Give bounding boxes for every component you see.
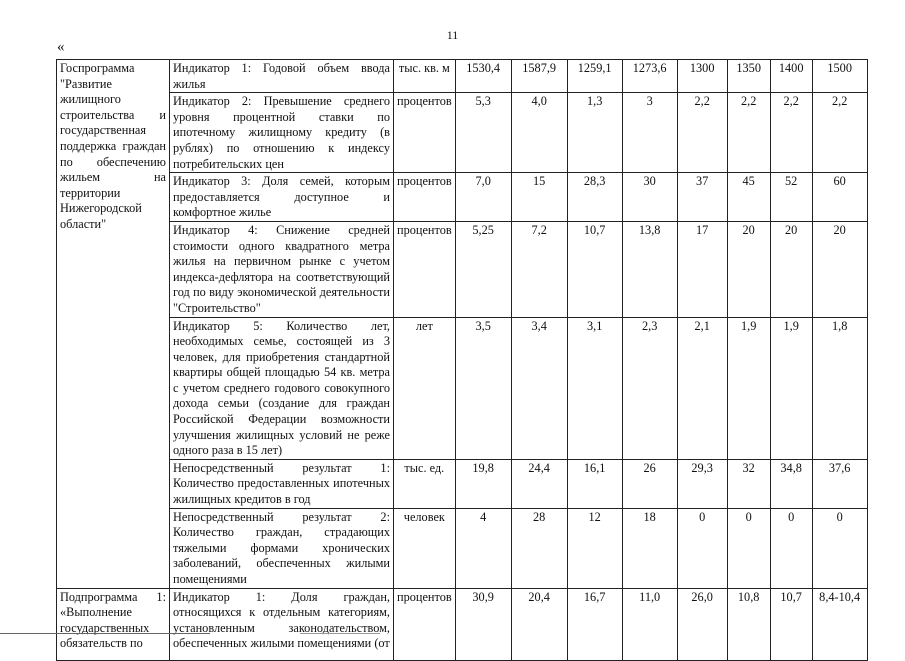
value-cell: 3,1 xyxy=(567,317,622,459)
value-cell: 29,3 xyxy=(677,459,727,508)
value-cell: 5,3 xyxy=(455,93,511,173)
unit-cell: процентов xyxy=(394,93,456,173)
value-cell: 10,7 xyxy=(567,221,622,317)
value-cell: 2,2 xyxy=(812,93,867,173)
value-cell: 7,2 xyxy=(511,221,567,317)
indicator-cell: Индикатор 2: Превышение среднего уровня процентной ставки по ипотечному жилищному кредиту (в рублях) по отношению к индексу потребительских цен xyxy=(170,93,394,173)
unit-cell: процентов xyxy=(394,221,456,317)
indicators-table xyxy=(56,59,868,661)
value-cell: 1,8 xyxy=(812,317,867,459)
indicator-cell: Индикатор 1: Доля граждан, относящихся к отдельным категориям, установленным законодательством, обеспеченных жилыми помещениями (от xyxy=(170,588,394,660)
unit-cell: человек xyxy=(394,508,456,588)
table-row xyxy=(57,93,868,173)
table-row xyxy=(57,588,868,660)
value-cell: 18 xyxy=(622,508,677,588)
value-cell: 2,2 xyxy=(727,93,770,173)
value-cell: 12 xyxy=(567,508,622,588)
value-cell: 10,7 xyxy=(770,588,812,660)
value-cell: 1,3 xyxy=(567,93,622,173)
value-cell: 3,5 xyxy=(455,317,511,459)
table-row xyxy=(57,317,868,459)
value-cell: 30,9 xyxy=(455,588,511,660)
value-cell: 0 xyxy=(727,508,770,588)
value-cell: 26,0 xyxy=(677,588,727,660)
value-cell: 20 xyxy=(770,221,812,317)
value-cell: 1350 xyxy=(727,60,770,93)
value-cell: 45 xyxy=(727,173,770,222)
value-cell: 20 xyxy=(727,221,770,317)
table-row xyxy=(57,459,868,508)
value-cell: 60 xyxy=(812,173,867,222)
value-cell: 26 xyxy=(622,459,677,508)
value-cell: 20 xyxy=(812,221,867,317)
page-edge-rule xyxy=(300,633,380,634)
value-cell: 10,8 xyxy=(727,588,770,660)
value-cell: 3 xyxy=(622,93,677,173)
value-cell: 1259,1 xyxy=(567,60,622,93)
indicator-cell: Индикатор 4: Снижение средней стоимости одного квадратного метра жилья на первичном рынке с учетом индекса-дефлятора на соответствующий год по виду экономической деятельности "Строительство" xyxy=(170,221,394,317)
unit-cell: тыс. ед. xyxy=(394,459,456,508)
value-cell: 24,4 xyxy=(511,459,567,508)
value-cell: 20,4 xyxy=(511,588,567,660)
value-cell: 7,0 xyxy=(455,173,511,222)
unit-cell: тыс. кв. м xyxy=(394,60,456,93)
value-cell: 1587,9 xyxy=(511,60,567,93)
value-cell: 1530,4 xyxy=(455,60,511,93)
page-number: 11 xyxy=(446,28,459,42)
value-cell: 0 xyxy=(812,508,867,588)
value-cell: 2,2 xyxy=(770,93,812,173)
value-cell: 1300 xyxy=(677,60,727,93)
indicator-cell: Индикатор 3: Доля семей, которым предоставляется доступное и комфортное жилье xyxy=(170,173,394,222)
value-cell: 2,1 xyxy=(677,317,727,459)
value-cell: 32 xyxy=(727,459,770,508)
table-row xyxy=(57,221,868,317)
indicator-cell: Индикатор 5: Количество лет, необходимых семье, состоящей из 3 человек, для приобретения стандартной квартиры общей площадью 54 кв. метра с учетом среднего годового совокупного дохода семьи (создание для граждан Российской Федерации возможности улучшения жилищных условий не реже одного раза в 15 лет) xyxy=(170,317,394,459)
value-cell: 2,2 xyxy=(677,93,727,173)
value-cell: 2,3 xyxy=(622,317,677,459)
value-cell: 34,8 xyxy=(770,459,812,508)
value-cell: 1500 xyxy=(812,60,867,93)
value-cell: 4,0 xyxy=(511,93,567,173)
value-cell: 52 xyxy=(770,173,812,222)
value-cell: 30 xyxy=(622,173,677,222)
value-cell: 16,7 xyxy=(567,588,622,660)
value-cell: 19,8 xyxy=(455,459,511,508)
value-cell: 37 xyxy=(677,173,727,222)
value-cell: 28 xyxy=(511,508,567,588)
value-cell: 1,9 xyxy=(727,317,770,459)
value-cell: 13,8 xyxy=(622,221,677,317)
unit-cell: процентов xyxy=(394,588,456,660)
value-cell: 17 xyxy=(677,221,727,317)
value-cell: 1273,6 xyxy=(622,60,677,93)
value-cell: 4 xyxy=(455,508,511,588)
program-cell: Подпрограмма 1: «Выполнение государственных обязательств по xyxy=(57,588,170,660)
value-cell: 37,6 xyxy=(812,459,867,508)
value-cell: 15 xyxy=(511,173,567,222)
value-cell: 8,4-10,4 xyxy=(812,588,867,660)
value-cell: 3,4 xyxy=(511,317,567,459)
table-row xyxy=(57,173,868,222)
value-cell: 0 xyxy=(770,508,812,588)
table-row xyxy=(57,60,868,93)
unit-cell: процентов xyxy=(394,173,456,222)
value-cell: 16,1 xyxy=(567,459,622,508)
value-cell: 5,25 xyxy=(455,221,511,317)
program-cell: Госпрограмма "Развитие жилищного строительства и государственная поддержка граждан по обеспечению жильем на территории Нижегородской области" xyxy=(57,60,170,589)
page-edge-rule xyxy=(0,633,210,634)
table-row xyxy=(57,508,868,588)
value-cell: 11,0 xyxy=(622,588,677,660)
value-cell: 28,3 xyxy=(567,173,622,222)
unit-cell: лет xyxy=(394,317,456,459)
indicator-cell: Индикатор 1: Годовой объем ввода жилья xyxy=(170,60,394,93)
indicator-cell: Непосредственный результат 1: Количество предоставленных ипотечных жилищных кредитов в год xyxy=(170,459,394,508)
indicator-cell: Непосредственный результат 2: Количество граждан, страдающих тяжелыми формами хронических заболеваний, обеспеченных жилыми помещениями xyxy=(170,508,394,588)
value-cell: 1400 xyxy=(770,60,812,93)
value-cell: 0 xyxy=(677,508,727,588)
opening-quote-mark: « xyxy=(57,39,65,55)
value-cell: 1,9 xyxy=(770,317,812,459)
